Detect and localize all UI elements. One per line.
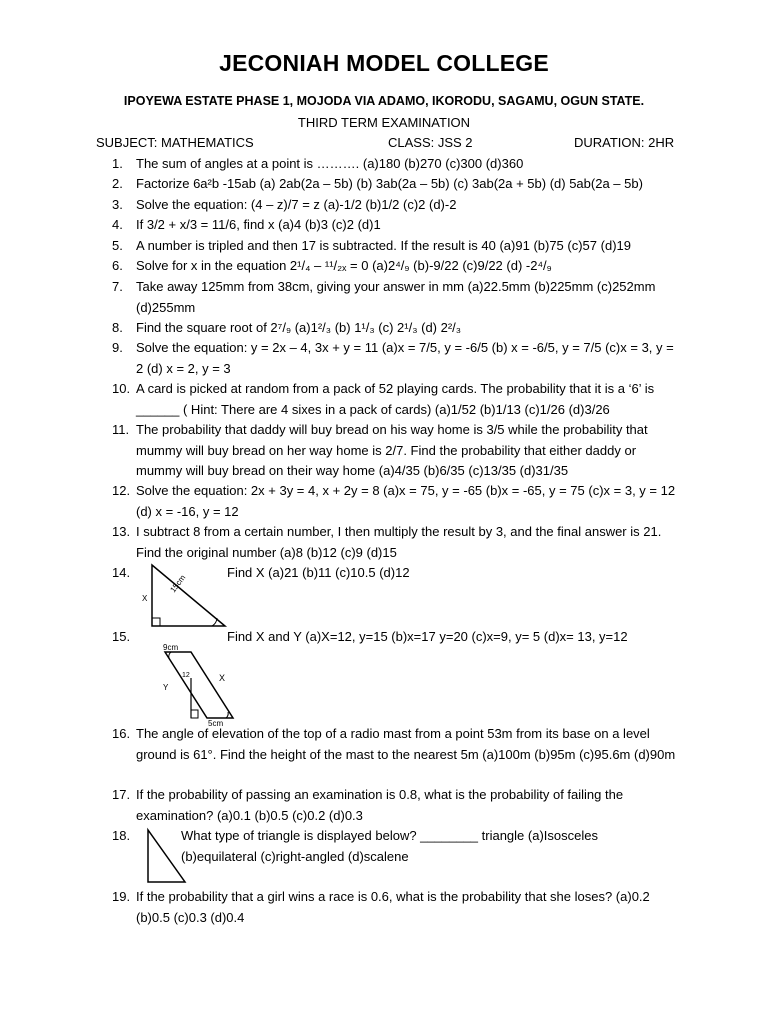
side-label-y: Y [163,683,169,692]
question-item: 4. If 3/2 + x/3 = 11/6, find x (a)4 (b)3 (c)2 (d)1 [112,217,381,232]
subject-label: SUBJECT: MATHEMATICS [96,135,254,150]
question-item: 17. If the probability of passing an examination is 0.8, what is the probability of failing the examination? (a)0.1 (b)0.5 (c)0.2 (d)0.3 [112,787,624,823]
question-item: 5. A number is tripled and then 17 is subtracted. If the result is 40 (a)91 (b)75 (c)57 (d)19 [112,238,631,253]
duration-label: DURATION: 2HR [574,135,675,150]
triangle-figure-q14 [140,560,230,630]
class-label: CLASS: JSS 2 [388,135,473,150]
hypotenuse-label: 15cm [168,573,188,595]
side-label-x: X [142,594,148,603]
question-item: 3. Solve the equation: (4 – z)/7 = z (a)-1/2 (b)1/2 (c)2 (d)-2 [112,197,457,212]
question-item: 11. The probability that daddy will buy bread on his way home is 3/5 while the probability that mummy will buy bread on her way home is 2/7. Find the probability that either daddy or mummy will buy bread on their way home (a)4/35 (b)6/35 (c)13/35 (d)31/35 [112,422,648,478]
question-item: 12. Solve the equation: 2x + 3y = 4, x + 2y = 8 (a)x = 75, y = -65 (b)x = -65, y = 75 (c)x = 3, y = 12 (d) x = -16, y = 12 [112,483,676,519]
question-item: 7. Take away 125mm from 38cm, giving your answer in mm (a)22.5mm (b)225mm (c)252mm (d)255mm [112,279,656,315]
school-address: IPOYEWA ESTATE PHASE 1, MOJODA VIA ADAMO, IKORODU, SAGAMU, OGUN STATE. [123,94,645,108]
angle-arc [169,652,171,658]
parallelogram-shape [165,652,233,718]
question-item: 13. I subtract 8 from a certain number, I then multiply the result by 3, and the final answer is 21. Find the original number (a)8 (b)12 (c)9 (d)15 [112,524,662,560]
question-item: 16. The angle of elevation of the top of a radio mast from a point 53m from its base on a level ground is 61°. Find the height of the mast to the nearest 5m (a)100m (b)95m (c)95.6m (d)90m [112,726,676,762]
question-item: 6. Solve for x in the equation 2¹/₄ – ¹¹/₂ₓ = 0 (a)2⁴/₉ (b)-9/22 (c)9/22 (d) -2⁴/₉ [112,258,552,273]
right-angle-marker [152,618,160,626]
height-label: 12 [182,672,190,679]
question-item: 19. If the probability that a girl wins a race is 0.6, what is the probability that she loses? (a)0.2 (b)0.5 (c)0.3 (d)0.4 [112,889,650,925]
question-item: 2. Factorize 6a²b -15ab (a) 2ab(2a – 5b) (b) 3ab(2a – 5b) (c) 3ab(2a + 5b) (d) 5ab(2a – 5b) [112,176,643,191]
question-item: 10. A card is picked at random from a pack of 52 playing cards. The probability that it is a ‘6’ is ______ ( Hint: There are 4 sixes in a pack of cards) (a)1/52 (b)1/13 (c)1/26 (d)3/26 [112,381,655,417]
parallelogram-figure-q15 [140,640,250,728]
triangle-shape [148,830,185,882]
school-name: JECONIAH MODEL COLLEGE [219,50,549,76]
top-side-label: 9cm [163,643,179,652]
question-item: 9. Solve the equation: y = 2x – 4, 3x + y = 11 (a)x = 7/5, y = -6/5 (b) x = -6/5, y = 7/5 (c)x = 3, y = 2 (d) x = 2, y = 3 [112,340,674,376]
slant-label-x: X [219,673,226,683]
question-item: 8. Find the square root of 2⁷/₉ (a)1²/₃ (b) 1¹/₃ (c) 2¹/₃ (d) 2²/₃ [112,320,462,335]
question-item: 15. Find X and Y (a)X=12, y=15 (b)x=17 y=20 (c)x=9, y= 5 (d)x= 13, y=12 [112,629,628,644]
question-item: 14. Find X (a)21 (b)11 (c)10.5 (d)12 [112,565,410,580]
question-item: 1. The sum of angles at a point is ………. (a)180 (b)270 (c)300 (d)360 [112,156,524,171]
triangle-shape [152,565,225,626]
question-item: 18. What type of triangle is displayed below? ________ triangle (a)Isosceles (b)equilateral (c)right-angled (d)scalene [112,828,598,864]
triangle-figure-q18 [140,826,190,886]
right-angle-marker [191,710,198,718]
bottom-side-label: 5cm [208,719,224,728]
exam-title: THIRD TERM EXAMINATION [297,115,471,130]
angle-arc [226,712,228,718]
